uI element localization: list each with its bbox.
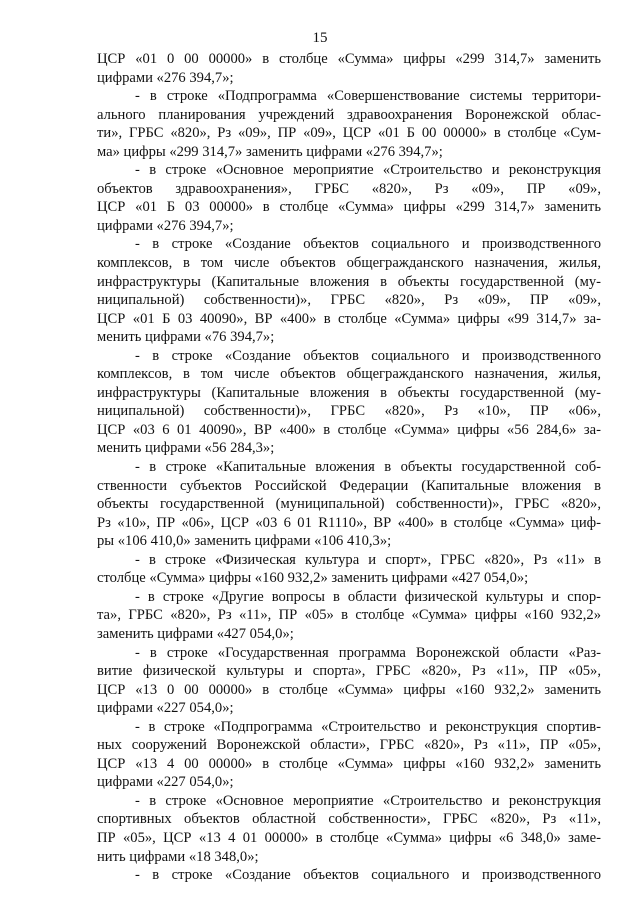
- text-line: спортивных объектов областной собственности», ГРБС «820», Рз «11»,: [97, 811, 601, 828]
- document-body: [97, 50, 601, 885]
- text-line: Рз «10», ПР «06», ЦСР «03 6 01 R1110», ВР «400» в столбце «Сумма» циф-: [97, 514, 601, 531]
- text-line: ального планирования учреждений здравоохранения Воронежской облас-: [97, 106, 601, 123]
- text-line: инфраструктуры (Капитальные вложения в объекты государственной (му-: [97, 273, 601, 290]
- text-line: - в строке «Капитальные вложения в объекты государственной соб-: [135, 459, 601, 476]
- text-line: комплексов, в том числе объектов общегражданского назначения, жилья,: [97, 366, 601, 383]
- text-line: - в строке «Создание объектов социального и производственного: [135, 867, 601, 884]
- text-line: менить цифрами «56 284,3»;: [97, 440, 275, 457]
- text-line: объектов здравоохранения», ГРБС «820», Рз «09», ПР «09»,: [97, 180, 601, 197]
- text-line: - в строке «Создание объектов социального и производственного: [135, 347, 601, 364]
- text-line: ственности субъектов Российской Федерации (Капитальные вложения в: [97, 477, 601, 494]
- text-line: ПР «05», ЦСР «13 4 01 00000» в столбце «Сумма» цифры «6 348,0» заме-: [97, 829, 601, 846]
- text-line: ниципальной) собственности)», ГРБС «820», Рз «09», ПР «09»,: [97, 292, 601, 309]
- text-line: - в строке «Основное мероприятие «Строительство и реконструкция: [135, 792, 601, 809]
- text-line: - в строке «Государственная программа Воронежской области «Раз-: [135, 644, 601, 661]
- text-line: - в строке «Подпрограмма «Совершенствование системы территори-: [135, 88, 601, 105]
- text-line: менить цифрами «76 394,7»;: [97, 329, 275, 346]
- text-line: - в строке «Создание объектов социального и производственного: [135, 236, 601, 253]
- text-line: - в строке «Другие вопросы в области физической культуры и спор-: [135, 588, 601, 605]
- text-line: та», ГРБС «820», Рз «11», ПР «05» в столбце «Сумма» цифры «160 932,2»: [97, 607, 601, 624]
- text-line: ЦСР «01 Б 03 40090», ВР «400» в столбце «Сумма» цифры «99 314,7» за-: [97, 310, 601, 327]
- text-line: ма» цифры «299 314,7» заменить цифрами «276 394,7»;: [97, 143, 443, 160]
- text-line: объекты государственной (муниципальной) собственности)», ГРБС «820»,: [97, 496, 601, 513]
- text-line: заменить цифрами «427 054,0»;: [97, 625, 294, 642]
- text-line: столбце «Сумма» цифры «160 932,2» заменить цифрами «427 054,0»;: [97, 570, 529, 587]
- text-line: - в строке «Подпрограмма «Строительство и реконструкция спортив-: [135, 718, 601, 735]
- text-line: ниципальной) собственности)», ГРБС «820», Рз «10», ПР «06»,: [97, 403, 601, 420]
- text-line: инфраструктуры (Капитальные вложения в объекты государственной (му-: [97, 384, 601, 401]
- text-line: ЦСР «01 0 00 00000» в столбце «Сумма» цифры «299 314,7» заменить: [97, 51, 601, 67]
- page-number: 15: [312, 30, 328, 46]
- text-line: - в строке «Основное мероприятие «Строительство и реконструкция: [135, 162, 601, 179]
- text-line: комплексов, в том числе объектов общегражданского назначения, жилья,: [97, 255, 601, 272]
- text-line: ры «106 410,0» заменить цифрами «106 410,3»;: [97, 533, 392, 550]
- text-line: ЦСР «13 4 00 00000» в столбце «Сумма» цифры «160 932,2» заменить: [97, 755, 601, 772]
- text-line: цифрами «276 394,7»;: [97, 69, 234, 86]
- text-line: нить цифрами «18 348,0»;: [97, 848, 259, 865]
- text-line: ных сооружений Воронежской области», ГРБС «820», Рз «11», ПР «05»,: [97, 737, 601, 754]
- text-line: ти», ГРБС «820», Рз «09», ПР «09», ЦСР «01 Б 00 00000» в столбце «Сум-: [97, 125, 601, 142]
- text-line: - в строке «Физическая культура и спорт», ГРБС «820», Рз «11» в: [135, 551, 601, 568]
- text-line: ЦСР «13 0 00 00000» в столбце «Сумма» цифры «160 932,2» заменить: [97, 681, 601, 698]
- text-line: цифрами «227 054,0»;: [97, 774, 234, 791]
- text-line: цифрами «276 394,7»;: [97, 217, 234, 234]
- text-line: цифрами «227 054,0»;: [97, 700, 234, 717]
- text-line: витие физической культуры и спорта», ГРБС «820», Рз «11», ПР «05»,: [97, 663, 601, 680]
- text-line: ЦСР «03 6 01 40090», ВР «400» в столбце «Сумма» цифры «56 284,6» за-: [97, 421, 601, 438]
- text-line: ЦСР «01 Б 03 00000» в столбце «Сумма» цифры «299 314,7» заменить: [97, 199, 601, 216]
